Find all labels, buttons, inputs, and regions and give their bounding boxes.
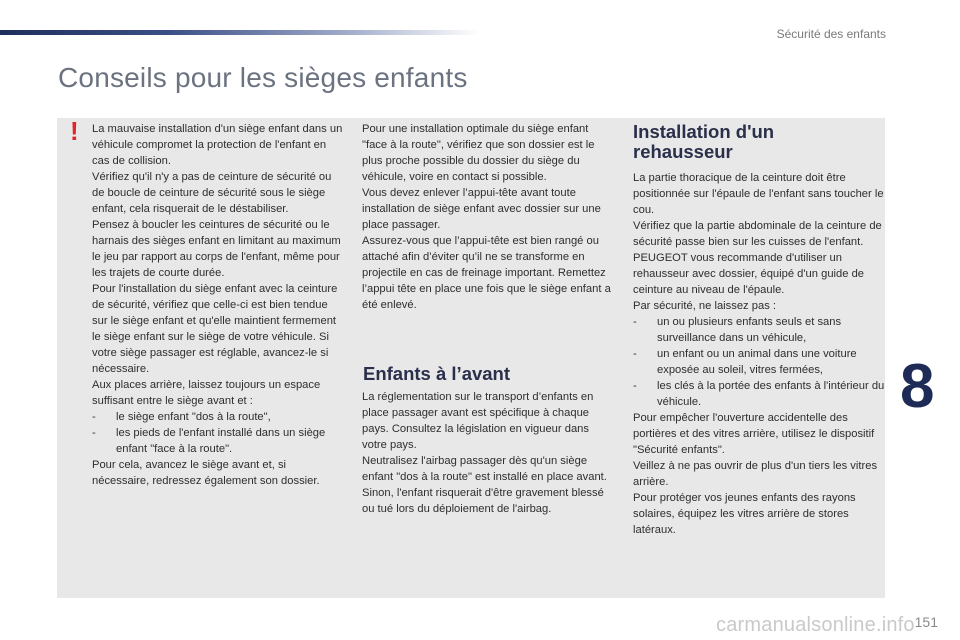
warning-icon: ! bbox=[70, 116, 79, 146]
paragraph: Pour protéger vos jeunes enfants des rayons solaires, équipez les vitres arrière de stores latéraux. bbox=[633, 492, 856, 536]
paragraph: Vérifiez que la partie abdominale de la ceinture de sécurité passe bien sur les cuisses de l'enfant. bbox=[633, 220, 882, 248]
warning-column bbox=[92, 121, 344, 489]
rehausseur-heading: Installation d'un rehausseur bbox=[633, 121, 775, 162]
bullet-dash: - bbox=[92, 411, 96, 423]
list-item: - les pieds de l'enfant installé dans un siège enfant "face à la route". bbox=[92, 427, 326, 455]
paragraph: Vérifiez qu'il n'y a pas de ceinture de sécurité ou de boucle de ceinture de sécurité sous le siège enfant, cela risquerait de le déstabiliser. bbox=[92, 171, 332, 215]
headrest-column bbox=[362, 121, 612, 313]
paragraph: Pour empêcher l'ouverture accidentelle des portières et des vitres arrière, utilisez le dispositif "Sécurité enfants". bbox=[633, 412, 875, 456]
paragraph: La mauvaise installation d'un siège enfant dans un véhicule compromet la protection de l'enfant en cas de collision. bbox=[92, 123, 343, 167]
list-item: - un enfant ou un animal dans une voiture exposée au soleil, vitres fermées, bbox=[633, 348, 857, 376]
bullet-dash: - bbox=[633, 348, 637, 360]
list-item: - les clés à la portée des enfants à l'intérieur du véhicule. bbox=[633, 380, 885, 408]
paragraph: Neutralisez l'airbag passager dès qu'un siège enfant "dos à la route" est installé en place avant. bbox=[362, 455, 607, 483]
paragraph: Pour l'installation du siège enfant avec la ceinture de sécurité, vérifiez que celle-ci est bien tendue sur le siège enfant et qu'elle maintient fermement le siège enfant sur le siège de votre véhicule. Si votre siège passager est réglable, avancez-le si nécessaire. bbox=[92, 283, 338, 375]
rehausseur-column bbox=[633, 122, 885, 538]
paragraph: Veillez à ne pas ouvrir de plus d'un tiers les vitres arrière. bbox=[633, 460, 878, 488]
page-title: Conseils pour les sièges enfants bbox=[58, 62, 468, 93]
chapter-number: 8 bbox=[900, 352, 935, 421]
paragraph: Par sécurité, ne laissez pas : bbox=[633, 300, 777, 312]
paragraph: Aux places arrière, laissez toujours un espace suffisant entre le siège avant et : bbox=[92, 379, 321, 407]
bullet-dash: - bbox=[92, 427, 96, 439]
paragraph: La partie thoracique de la ceinture doit être positionnée sur l'épaule de l'enfant sans toucher le cou. bbox=[633, 172, 884, 216]
paragraph: La réglementation sur le transport d’enfants en place passager avant est spécifique à chaque pays. Consultez la législation en vigueur dans votre pays. bbox=[362, 391, 594, 451]
enfants-avant-heading: Enfants à l’avant bbox=[363, 363, 511, 384]
bullet-dash: - bbox=[633, 380, 637, 392]
list-item: - le siège enfant "dos à la route", bbox=[92, 411, 271, 423]
section-header: Sécurité des enfants bbox=[776, 27, 886, 41]
paragraph: Pour une installation optimale du siège enfant "face à la route", vérifiez que son dossier est le plus proche possible du dossier du siège du véhicule, voire en contact si possible. bbox=[362, 123, 595, 183]
enfants-avant-column bbox=[362, 389, 612, 517]
list-item: - un ou plusieurs enfants seuls et sans surveillance dans un véhicule, bbox=[633, 316, 842, 344]
paragraph: Pour cela, avancez le siège avant et, si nécessaire, redressez également son dossier. bbox=[92, 459, 320, 487]
page-number: 151 bbox=[914, 614, 938, 630]
paragraph: Vous devez enlever l’appui-tête avant toute installation de siège enfant avec dossier sur une place passager. bbox=[362, 187, 601, 231]
watermark: carmanualsonline.info bbox=[716, 614, 915, 636]
paragraph: Sinon, l'enfant risquerait d'être gravement blessé ou tué lors du déploiement de l'airbag. bbox=[362, 487, 604, 515]
paragraph: Assurez-vous que l’appui-tête est bien rangé ou attaché afin d’éviter qu’il ne se transforme en projectile en cas de freinage important. Remettez l’appui tête en place une fois que le siège enfant a été enlevé. bbox=[362, 235, 611, 311]
paragraph: Pensez à boucler les ceintures de sécurité ou le harnais des sièges enfant en limitant au maximum le jeu par rapport au corps de l'enfant, même pour les trajets de courte durée. bbox=[92, 219, 341, 279]
bullet-dash: - bbox=[633, 316, 637, 328]
paragraph: PEUGEOT vous recommande d'utiliser un rehausseur avec dossier, équipé d'un guide de ceinture au niveau de l'épaule. bbox=[633, 252, 865, 296]
header-accent-bar bbox=[0, 30, 480, 35]
